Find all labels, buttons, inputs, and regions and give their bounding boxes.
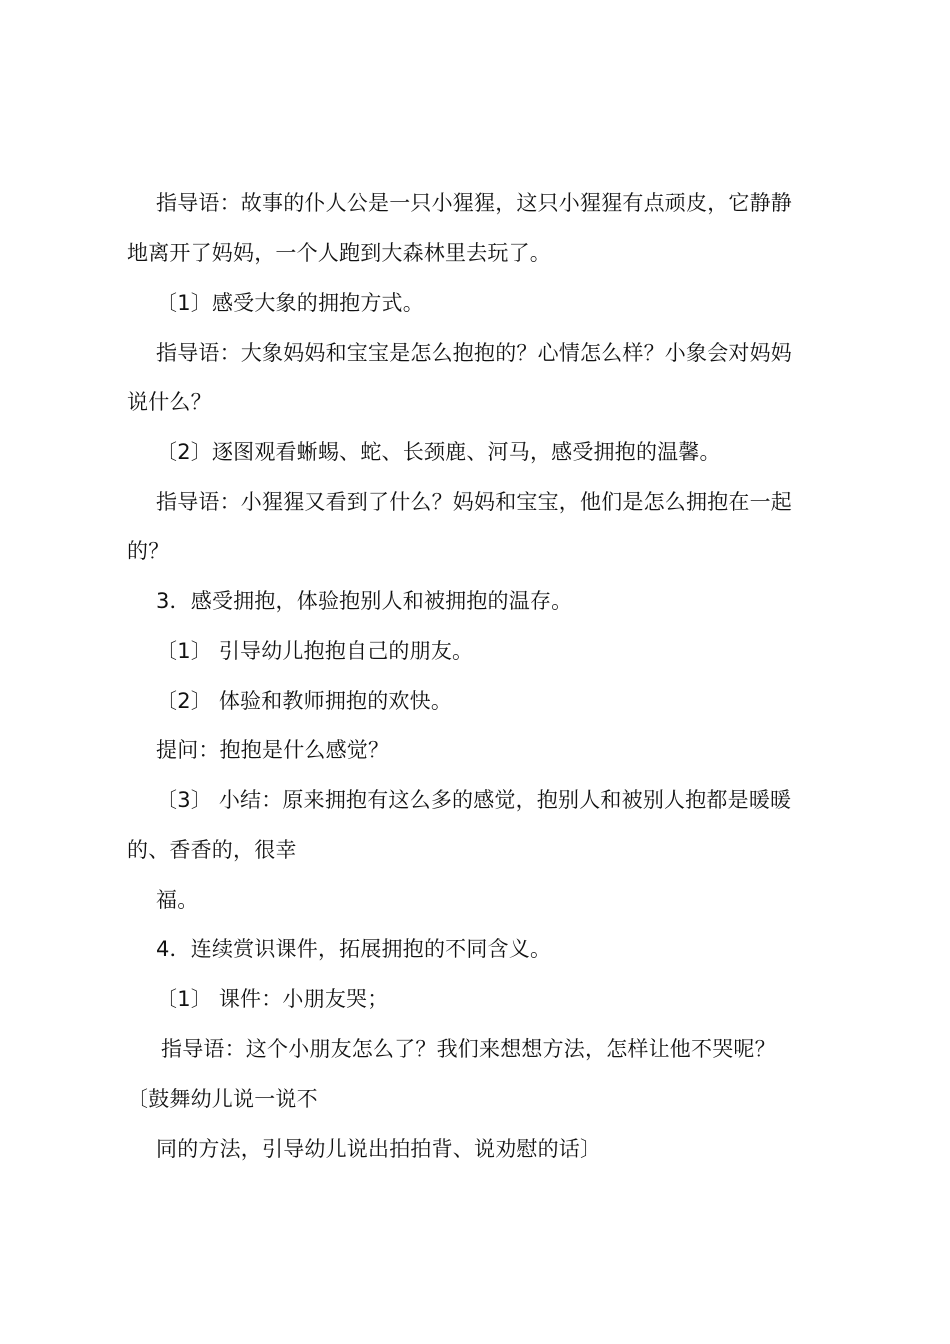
paragraph-line: 指导语：大象妈妈和宝宝是怎么抱抱的？心情怎么样？小象会对妈妈 (156, 341, 792, 365)
paragraph-line: 同的方法，引导幼儿说出拍拍背、说劝慰的话〕 (156, 1137, 602, 1161)
paragraph-line: 〔3〕 小结：原来拥抱有这么多的感觉，抱别人和被别人抱都是暖暖 (156, 788, 792, 812)
paragraph-line: 的、香香的，很幸 (127, 838, 297, 862)
paragraph-line: 〔鼓舞幼儿说一说不 (127, 1087, 318, 1111)
paragraph-line: 地离开了妈妈，一个人跑到大森林里去玩了。 (127, 241, 551, 265)
paragraph-line: 〔1〕感受大象的拥抱方式。 (156, 291, 424, 315)
paragraph-line: 〔1〕 引导幼儿抱抱自己的朋友。 (156, 639, 474, 663)
paragraph-line: 〔2〕 体验和教师拥抱的欢快。 (156, 689, 453, 713)
paragraph-line: 〔2〕逐图观看蜥蜴、蛇、长颈鹿、河马，感受拥抱的温馨。 (156, 440, 721, 464)
section-heading: 4．连续赏识课件，拓展拥抱的不同含义。 (156, 937, 552, 961)
paragraph-line: 指导语：故事的仆人公是一只小猩猩，这只小猩猩有点顽皮，它静静 (156, 191, 792, 215)
paragraph-line: 说什么？ (127, 390, 212, 414)
paragraph-line: 的？ (127, 539, 170, 563)
paragraph-line: 〔1〕 课件：小朋友哭； (156, 987, 389, 1011)
paragraph-line: 指导语：小猩猩又看到了什么？妈妈和宝宝，他们是怎么拥抱在一起 (156, 490, 792, 514)
paragraph-line: 指导语：这个小朋友怎么了？我们来想想方法，怎样让他不哭呢？ (161, 1037, 776, 1061)
paragraph-line: 提问：抱抱是什么感觉？ (156, 738, 390, 762)
paragraph-line: 福。 (156, 888, 199, 912)
section-heading: 3．感受拥抱，体验抱别人和被拥抱的温存。 (156, 589, 573, 613)
